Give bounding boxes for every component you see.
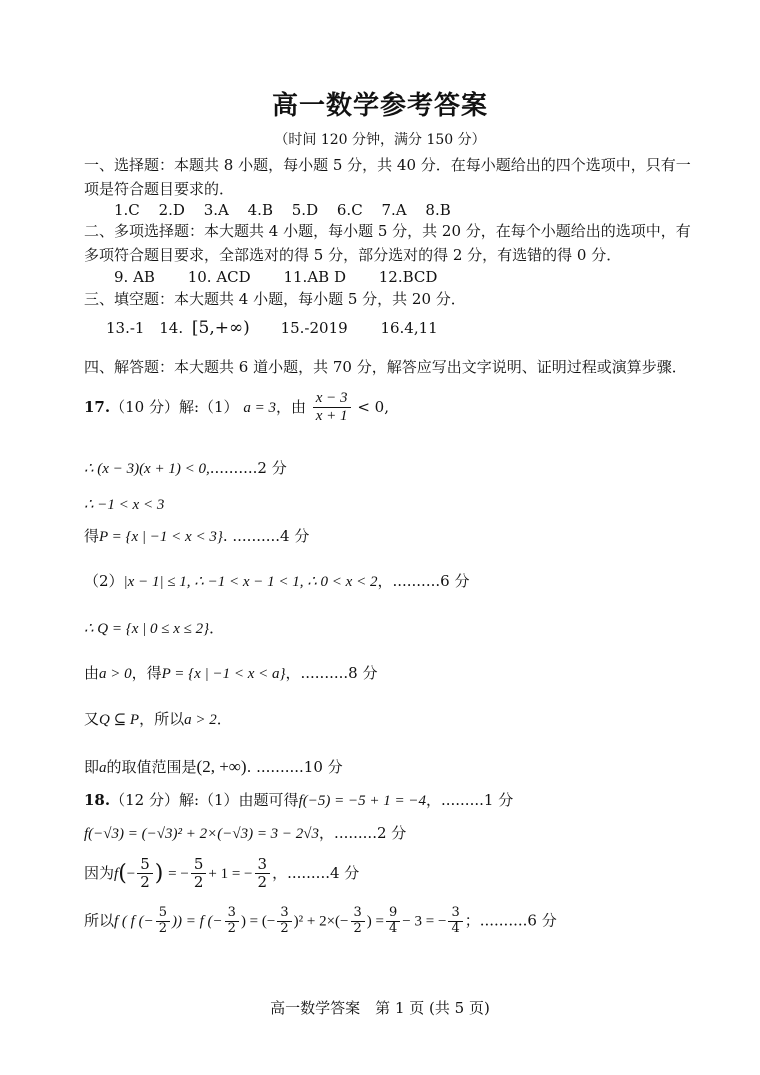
answer-14-value: [5,+∞) <box>191 318 250 338</box>
answer-10: 10. ACD <box>187 268 251 286</box>
q17-line4 <box>84 527 309 547</box>
answer-11: 11.AB D <box>283 268 346 286</box>
q18-line4-frac6-den: 4 <box>451 920 460 936</box>
q17-line4-math: P = {x | −1 < x < 3} <box>99 529 223 545</box>
q18-line4-frac2-num: 3 <box>225 906 239 922</box>
section4-intro: 四、解答题：本大题共 6 道小题，共 70 分，解答应写出文字说明、证明过程或演算步骤． <box>84 358 687 376</box>
q17-fraction <box>313 390 351 426</box>
q18-line4-frac6 <box>448 906 462 937</box>
q18-line4-frac2 <box>225 906 239 937</box>
q18-line2-math: f(−√3) = (−√3)² + 2×(−√3) = 3 − 2√3 <box>84 826 320 842</box>
q17-line3-math: ∴ −1 < x < 3 <box>84 497 165 513</box>
q17-line5-math: |x − 1| ≤ 1, ∴ −1 < x − 1 < 1, ∴ 0 < x < 2 <box>123 574 378 590</box>
q17-frac-num: x − 3 <box>313 390 351 408</box>
q17-a-eq: a = 3 <box>243 399 276 416</box>
answer-6: 6.C <box>336 201 363 219</box>
q17-line5-prefix: （2） <box>84 572 124 590</box>
q17-header: （10 分）解:（1） <box>110 397 239 416</box>
q18-line1 <box>84 791 513 811</box>
q18-line3-frac3-num: 3 <box>255 856 271 874</box>
answer-8: 8.B <box>425 201 451 219</box>
q17-frac-den: x + 1 <box>315 408 348 425</box>
page-footer: 高一数学答案 第 1 页 (共 5 页) <box>270 999 490 1017</box>
q17-line8-mid: ，所以 <box>139 710 185 728</box>
q18-line3-frac3 <box>255 856 271 892</box>
q18-line3-prefix: 因为 <box>84 863 115 882</box>
q18-line4-frac4-den: 2 <box>353 920 362 936</box>
q17-line4-prefix: 得 <box>84 527 100 545</box>
q17-line9-var: a <box>99 760 107 776</box>
page-subtitle: （时间 120 分钟，满分 150 分） <box>274 132 486 148</box>
answer-1: 1.C <box>114 201 140 219</box>
q18-line4-e: ) = <box>366 913 385 930</box>
q17-line6 <box>84 619 224 639</box>
answer-14-label: 14. <box>159 319 184 337</box>
q17-line9-mid: 的取值范围是 <box>106 758 197 776</box>
q18-number: 18. <box>84 791 111 809</box>
answer-4: 4.B <box>247 201 273 219</box>
q17-line8-prefix: 又 <box>84 710 100 728</box>
q18-line4-frac5 <box>386 906 400 937</box>
q17-number: 17. <box>84 397 111 416</box>
q18-line4-frac6-num: 3 <box>448 906 462 922</box>
q18-line3-frac2-num: 5 <box>191 856 207 874</box>
q18-line4-prefix: 所以 <box>84 911 115 930</box>
q18-line4-frac4-num: 3 <box>351 906 365 922</box>
q18-line4-frac5-den: 4 <box>389 920 398 936</box>
q18-line3-rparen: ) <box>154 861 164 886</box>
q17-line7-mid: ，得 <box>131 664 162 682</box>
q17-line9 <box>84 756 343 778</box>
answer-7: 7.A <box>381 201 407 219</box>
q17-line6-math: ∴ Q = {x | 0 ≤ x ≤ 2} <box>84 621 210 637</box>
section2-intro-line2: 多项符合题目要求，全部选对的得 5 分，部分选对的得 2 分，有选错的得 0 分． <box>84 246 622 264</box>
q17-line4-score: . ..........4 分 <box>222 527 310 545</box>
q17-by: ，由 <box>275 397 306 416</box>
answer-3: 3.A <box>203 201 229 219</box>
q17-line2-score: ..........2 分 <box>209 459 287 477</box>
q18-line4-c: ) = (− <box>240 913 276 930</box>
section1-answers <box>114 201 465 220</box>
q18-line4-frac3-den: 2 <box>280 920 289 936</box>
answer-13: 13.-1 <box>106 319 145 337</box>
q17-line8-res: a > 2 <box>184 712 217 728</box>
page-title: 高一数学参考答案 <box>271 91 488 121</box>
q17-line7-prefix: 由 <box>84 664 100 682</box>
section1-intro-line1: 一、选择题：本题共 8 小题，每小题 5 分，共 40 分．在每小题给出的四个选项中，只有一 <box>84 156 691 174</box>
q18-line4-a: f ( f (− <box>114 913 154 930</box>
q18-line3-rest2: + 1 = − <box>208 865 253 882</box>
q17-line5 <box>84 572 469 592</box>
q17-line5-score: ，..........6 分 <box>377 572 470 590</box>
answer-12: 12.BCD <box>378 268 438 286</box>
q18-header: （12 分）解:（1）由题可得 <box>110 791 299 809</box>
q18-line3: 因为f(− $\frac{5}{2}$ ) = − $\frac{5}{2}$ + 1 = − $\frac{3}{2}$ ，.........4 分 <box>84 855 360 892</box>
q18-line4-frac2-den: 2 <box>227 920 236 936</box>
q17-line9-range: (2, +∞) <box>196 757 247 776</box>
section3-answers <box>106 318 438 339</box>
q18-line4-frac3 <box>277 906 291 937</box>
answer-15: 15.-2019 <box>280 319 348 337</box>
q17-line2 <box>84 459 287 479</box>
q18-line3-score: ，.........4 分 <box>272 863 360 882</box>
q18-line1-math: f(−5) = −5 + 1 = −4 <box>298 793 426 809</box>
answer-16: 16.4,11 <box>380 319 438 337</box>
q17-line7-math: P = {x | −1 < x < a} <box>161 666 286 682</box>
q17-line9-score: . ..........10 分 <box>246 758 343 776</box>
q17-line7-cond: a > 0 <box>99 666 132 682</box>
q17-ineq-tail: < 0, <box>357 397 389 416</box>
q18-line1-score: ，.........1 分 <box>425 791 514 809</box>
q17-line8 <box>84 710 232 730</box>
answer-2: 2.D <box>158 201 185 219</box>
q17-line3 <box>84 495 164 515</box>
q18-line2-score: ，.........2 分 <box>319 824 407 842</box>
section3-intro: 三、填空题：本大题共 4 小题，每小题 5 分，共 20 分． <box>84 290 466 308</box>
q18-line3-frac-num: 5 <box>137 856 153 874</box>
section2-answers <box>114 268 451 287</box>
q18-line3-frac-den: 2 <box>140 873 150 892</box>
q18-line4-frac1-den: 2 <box>158 920 167 936</box>
q18-line3-frac2-den: 2 <box>193 873 204 892</box>
section2-intro-line1: 二、多项选择题：本大题共 4 小题，每小题 5 分，共 20 分，在每个小题给出的选项中，有 <box>84 222 691 240</box>
q18-line3-rest: = − <box>168 865 189 882</box>
q18-line3-f: f <box>114 865 119 882</box>
q18-line4-d: )² + 2×(− <box>293 913 349 930</box>
q18-line3-frac <box>137 856 153 892</box>
q18-line4-score: ；..........6 分 <box>464 911 557 930</box>
q18-line3-frac2 <box>191 856 207 892</box>
answer-5: 5.D <box>291 201 319 219</box>
q17-line9-prefix: 即 <box>84 758 100 776</box>
q18-line4-frac1-num: 5 <box>156 906 170 922</box>
q17-line1 <box>84 390 389 426</box>
q18-line3-frac3-den: 2 <box>257 873 268 892</box>
q18-line4-frac3-num: 3 <box>277 906 291 922</box>
answer-9: 9. AB <box>114 268 155 286</box>
q17-line8-math: Q ⊆ P <box>99 712 140 728</box>
q18-line4-frac5-num: 9 <box>386 906 400 922</box>
q18-line4-frac4 <box>351 906 365 937</box>
q18-line4 <box>84 906 557 937</box>
q17-line7-score: ，..........8 分 <box>285 664 378 682</box>
q18-line4-f: − 3 = − <box>402 913 447 930</box>
section1-intro-line2: 项是符合题目要求的． <box>84 180 235 198</box>
q17-line2-math: ∴ (x − 3)(x + 1) < 0, <box>84 461 210 477</box>
q18-line4-frac1 <box>156 906 170 937</box>
q17-line7 <box>84 664 377 684</box>
q17-line6-tail: ． <box>209 619 225 637</box>
q17-line8-tail: ． <box>216 710 232 728</box>
q18-line4-b: )) = f (− <box>172 913 223 930</box>
q18-line3-lparen: ( <box>118 861 127 886</box>
q18-line2 <box>84 824 406 844</box>
